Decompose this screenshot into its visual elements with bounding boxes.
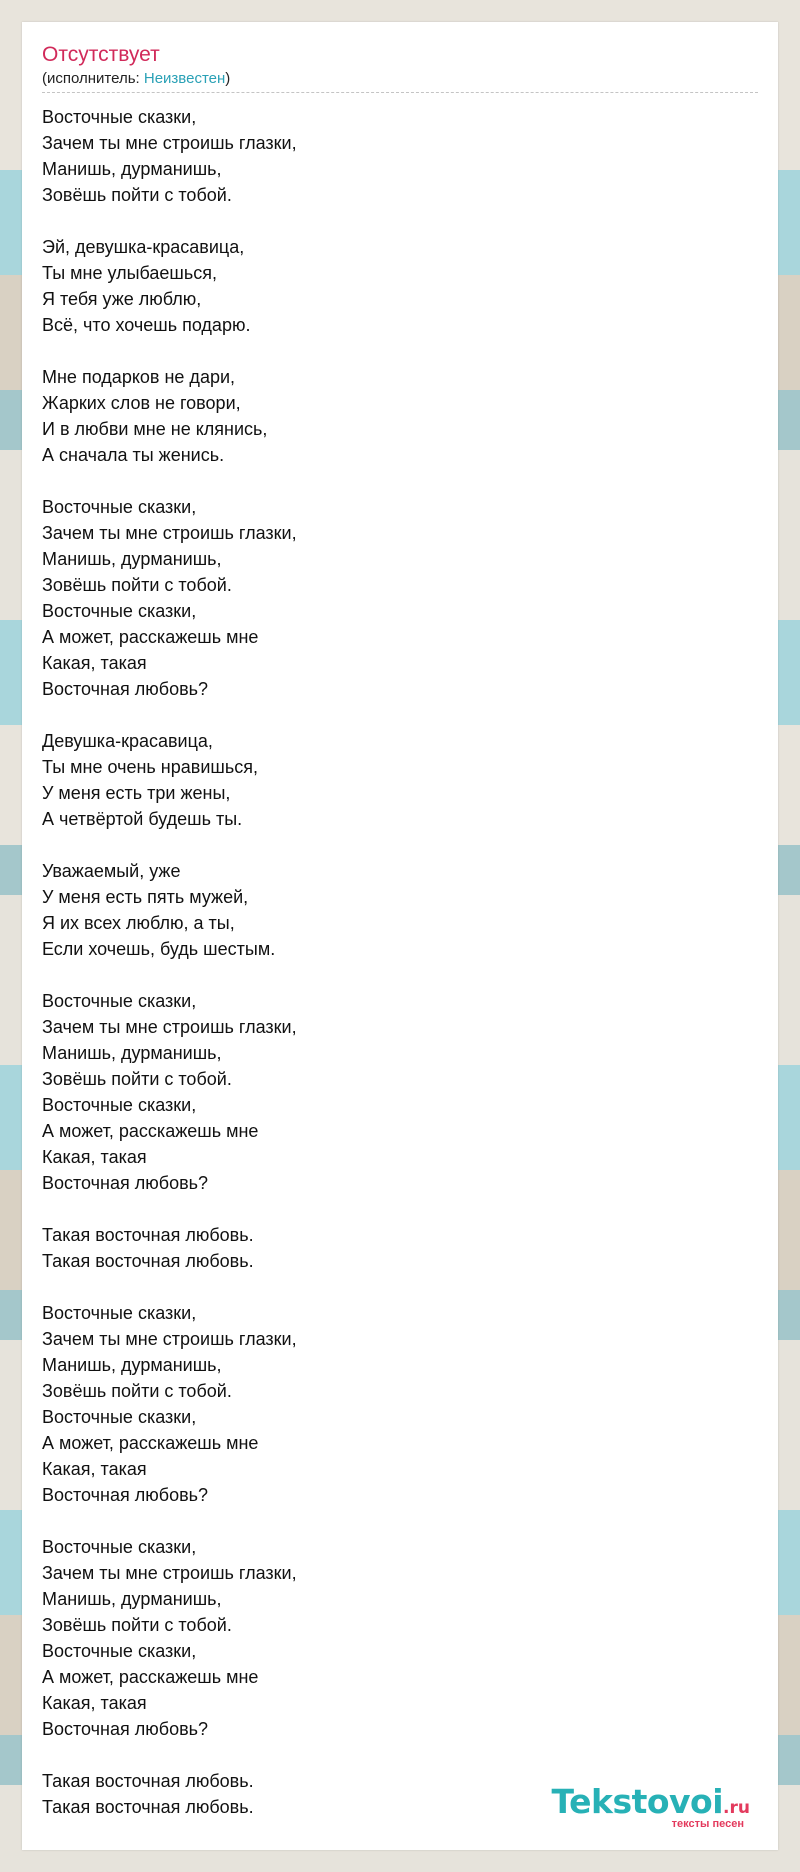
lyrics-card [22, 22, 778, 1850]
logo-tld: .ru [723, 1798, 750, 1818]
logo-name: Tekstovoi [551, 1782, 724, 1821]
performer-prefix: (исполнитель: [42, 70, 144, 87]
site-logo[interactable] [540, 1784, 750, 1828]
performer-suffix: ) [225, 70, 231, 87]
song-header [42, 42, 758, 93]
performer-link[interactable]: Неизвестен [143, 70, 226, 87]
logo-tagline: тексты песен [671, 1818, 744, 1830]
lyrics-text: Восточные сказки, Зачем ты мне строишь глазки, Манишь, дурманишь, Зовёшь пойти с тобой. Эй, девушка-красавица, Ты мне улыбаешься, Я тебя уже люблю, Всё, что хочешь подарю. Мне подарков не дари, Жарких слов не говори, И в любви мне не клянись, А сначала ты женись. Восточные сказки, Зачем ты мне строишь глазки, Манишь, дурманишь, Зовёшь пойти с тобой. Восточные сказки, А может, расскажешь мне Какая, такая Восточная любовь? Девушка-красавица, Ты мне очень нравишься, У меня есть три жены, А четвёртой будешь ты. Уважаемый, уже У меня есть пять мужей, Я их всех люблю, а ты, Если хочешь, будь шестым. Восточные сказки, Зачем ты мне строишь глазки, Манишь, дурманишь, Зовёшь пойти с тобой. Восточные сказки, А может, расскажешь мне Какая, такая Восточная любовь? Такая восточная любовь. Такая восточная любовь. Восточные сказки, Зачем ты мне строишь глазки, Манишь, дурманишь, Зовёшь пойти с тобой. Восточные сказки, А может, расскажешь мне Какая, такая Восточная любовь? Восточные сказки, Зачем ты мне строишь глазки, Манишь, дурманишь, Зовёшь пойти с тобой. Восточные сказки, А может, расскажешь мне Какая, такая Восточная любовь? Такая восточная любовь. Такая восточная любовь. [42, 107, 297, 1817]
performer-line [42, 70, 230, 88]
song-title: Отсутствует [42, 43, 160, 66]
